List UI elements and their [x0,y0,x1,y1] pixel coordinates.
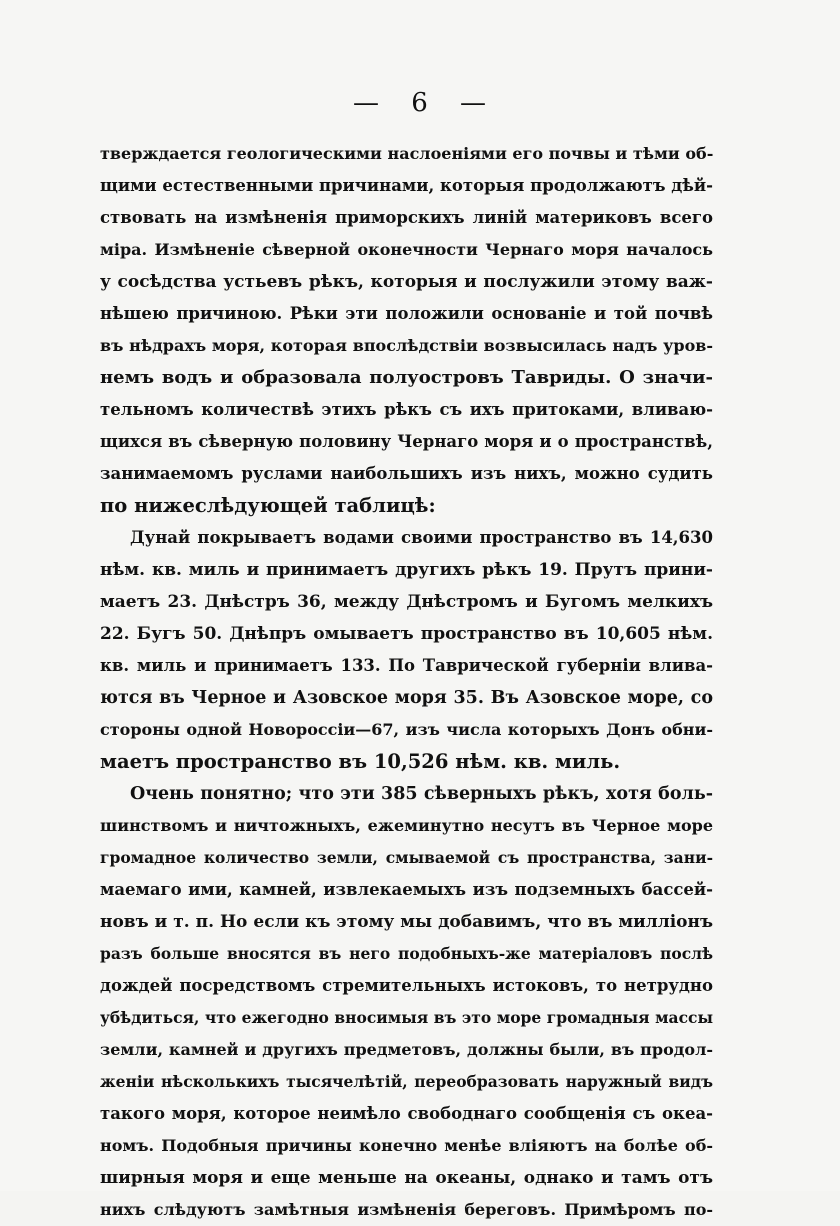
text-line: 22. Бугъ 50. Днѣпръ омываетъ пространство въ 10,605 нѣм. [100,624,713,644]
text-line: нихъ слѣдуютъ замѣтныя измѣненія береговъ. Примѣромъ по- [100,1200,713,1219]
text-line: маетъ 23. Днѣстръ 36, между Днѣстромъ и Бугомъ мелкихъ [100,592,713,612]
text-line: ются въ Черное и Азовское моря 35. Въ Азовское море, со [100,688,713,708]
text-line: ствовать на измѣненія приморскихъ линій материковъ всего [100,208,713,227]
text-line: Очень понятно; что эти 385 сѣверныхъ рѣкъ, хотя боль- [130,784,713,804]
text-line: новъ и т. п. Но если къ этому мы добавимъ, что въ милліонъ [100,912,713,932]
text-line: маемаго ими, камней, извлекаемыхъ изъ подземныхъ бассей- [100,880,713,899]
text-line: такого моря, которое неимѣло свободнаго сообщенія съ океа- [100,1104,713,1123]
header-dash-left: — [352,88,380,118]
text-line: убѣдиться, что ежегодно вносимыя въ это море громадныя массы [100,1008,713,1027]
text-line: земли, камней и другихъ предметовъ, должны были, въ продол- [100,1040,713,1059]
text-line: женіи нѣсколькихъ тысячелѣтій, переобразовать наружный видъ [100,1072,713,1091]
text-line: тельномъ количествѣ этихъ рѣкъ съ ихъ притоками, вливаю- [100,400,713,419]
page-header [0,88,840,118]
text-line: ширныя моря и еще меньше на океаны, однако и тамъ отъ [100,1168,713,1188]
text-line: тверждается геологическими наслоеніями его почвы и тѣми об- [100,144,713,163]
header-dash-right: — [460,88,488,118]
text-line: шинствомъ и ничтожныхъ, ежеминутно несутъ въ Черное море [100,816,713,835]
text-line: щихся въ сѣверную половину Чернаго моря и о пространствѣ, [100,432,713,451]
text-line: Дунай покрываетъ водами своими пространство въ 14,630 [130,528,713,547]
page-number: 6 [411,88,429,118]
text-line: номъ. Подобныя причины конечно менѣе вліяютъ на болѣе об- [100,1136,713,1155]
text-line: по нижеслѣдующей таблицѣ: [100,494,436,517]
text-line: у сосѣдства устьевъ рѣкъ, которыя и послужили этому важ- [100,272,713,292]
text-line: щими естественными причинами, которыя продолжаютъ дѣй- [100,176,713,195]
text-line: немъ водъ и образовала полуостровъ Тавриды. О значи- [100,367,713,388]
text-line: разъ больше вносятся въ него подобныхъ-же матеріаловъ послѣ [100,944,713,963]
text-line: въ нѣдрахъ моря, которая впослѣдствіи возвысилась надъ уров- [100,336,713,355]
text-line: стороны одной Новороссіи—67, изъ числа которыхъ Донъ обни- [100,720,713,739]
text-line: нѣм. кв. миль и принимаетъ другихъ рѣкъ 19. Прутъ прини- [100,560,713,580]
text-line: міра. Измѣненіе сѣверной оконечности Чернаго моря началось [100,240,713,259]
page-body-text [100,138,713,1226]
text-line: кв. миль и принимаетъ 133. По Таврической губерніи влива- [100,656,713,675]
text-line: занимаемомъ руслами наибольшихъ изъ нихъ, можно судить [100,464,713,483]
text-line: громадное количество земли, смываемой съ пространства, зани- [100,848,713,867]
text-line: нѣшею причиною. Рѣки эти положили основаніе и той почвѣ [100,304,713,323]
text-line: дождей посредствомъ стремительныхъ истоковъ, то нетрудно [100,976,713,995]
text-line: маетъ пространство въ 10,526 нѣм. кв. миль. [100,750,621,773]
